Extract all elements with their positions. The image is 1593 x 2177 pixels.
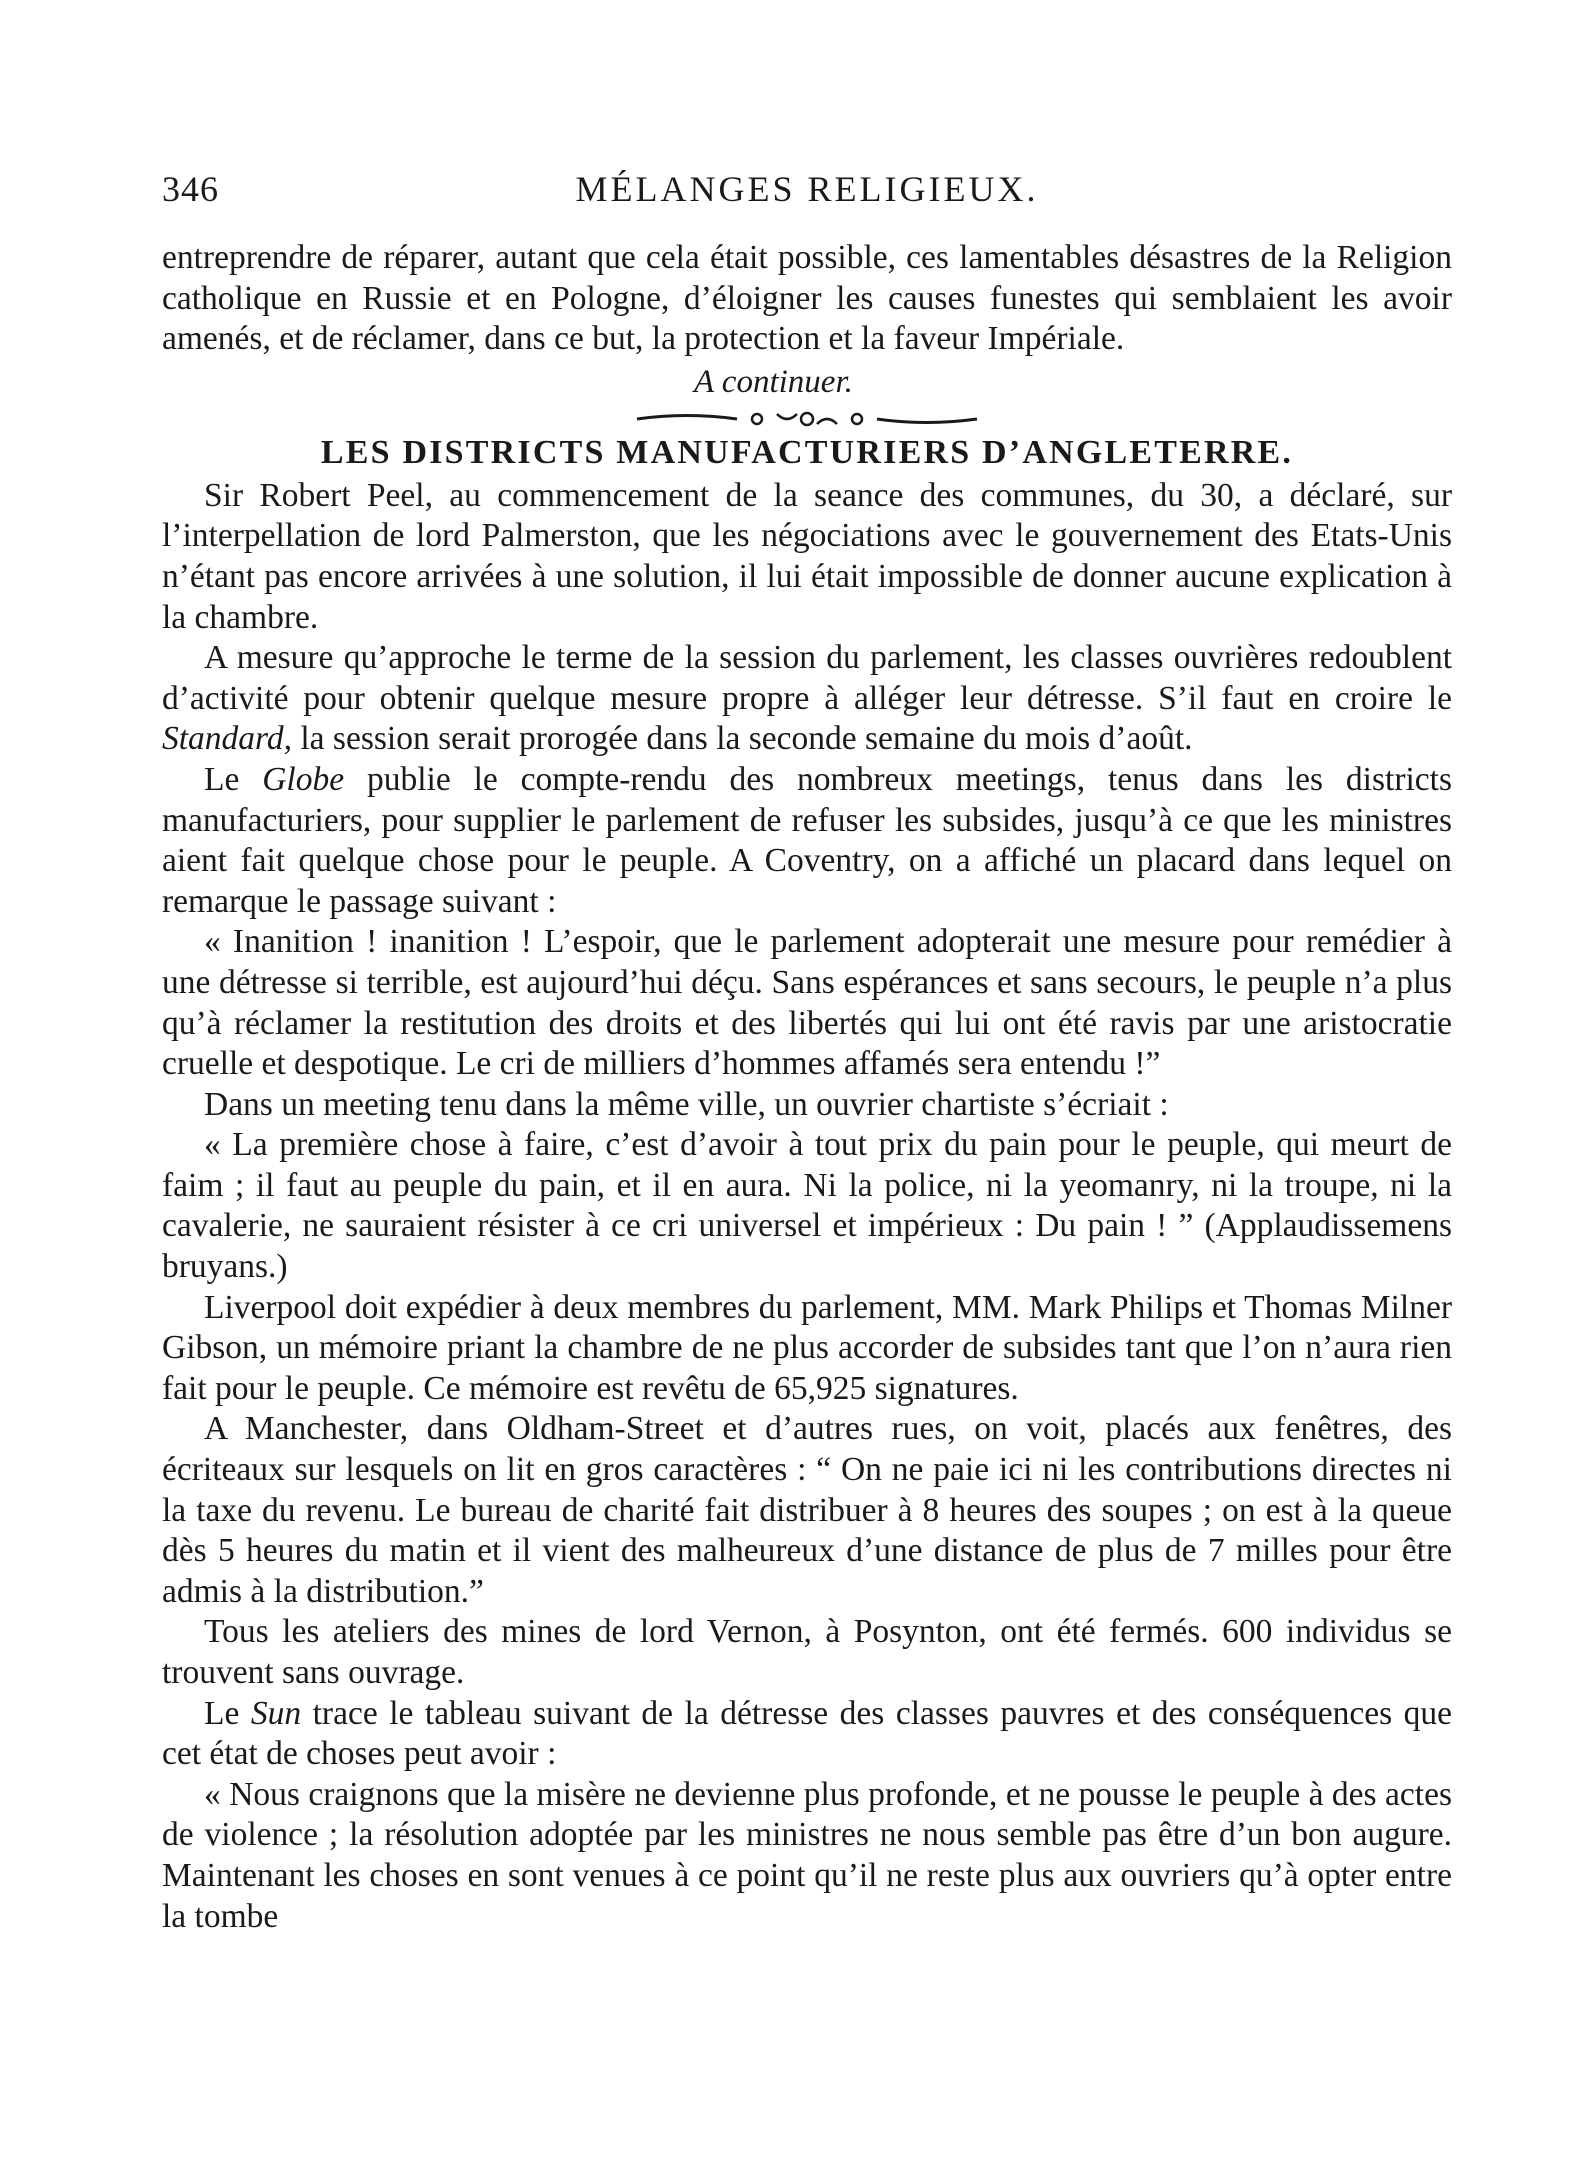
paragraph-globe-text-1: Le: [204, 760, 263, 798]
paragraph-globe-text-2: publie le compte-rendu des nombreux meetings, tenus dans les districts manufacturiers, pour supplier le parlement de refuser les subsides, jusqu’à ce que les ministres aient fait quelque chose pour le peuple. A Coventry, on a affiché un placard dans lequel on remarque le passage suivant :: [162, 760, 1452, 920]
paragraph-peel: Sir Robert Peel, au commencement de la seance des communes, du 30, a déclaré, sur l’interpellation de lord Palmerston, que les négociations avec le gouvernement des Etats-Unis n’étant pas encore arrivées à une solution, il lui était impossible de donner aucune explication à la chambre.: [162, 476, 1452, 636]
newspaper-name-standard: Standard,: [162, 720, 292, 758]
paragraph-session: [162, 638, 1452, 760]
paragraph-vernon: Tous les ateliers des mines de lord Vernon, à Posynton, ont été fermés. 600 individus se trouvent sans ouvrage.: [162, 1613, 1452, 1691]
paragraph-chartist: Dans un meeting tenu dans la même ville, un ouvrier chartiste s’écriait :: [204, 1085, 1169, 1123]
paragraph-sun: [162, 1694, 1452, 1775]
paragraph-sun-text-1: Le: [204, 1694, 251, 1732]
newspaper-name-globe: Globe: [262, 760, 345, 798]
paragraph-session-text-1: A mesure qu’approche le terme de la session du parlement, les classes ouvrières redoublent d’activité pour obtenir quelque mesure propre à alléger leur détresse. S’il faut en croire le: [162, 639, 1452, 717]
article-title: LES DISTRICTS MANUFACTURIERS D’ANGLETERRE.: [320, 433, 1294, 471]
paragraph-liverpool: Liverpool doit expédier à deux membres du parlement, MM. Mark Philips et Thomas Milner Gibson, un mémoire priant la chambre de ne plus accorder de subsides tant que l’on n’aura rien fait pour le peuple. Ce mémoire est revêtu de 65,925 signatures.: [162, 1288, 1452, 1407]
quote-coventry: « Inanition ! inanition ! L’espoir, que le parlement adopterait une mesure pour remédier à une détresse si terrible, est aujourd’hui déçu. Sans espérances et sans secours, le peuple n’a plus qu’à réclamer la restitution des droits et des libertés qui lui ont été ravis par une aristocratie cruelle et despotique. Le cri de milliers d’hommes affamés sera entendu !”: [162, 923, 1452, 1083]
paragraph-manchester: A Manchester, dans Oldham-Street et d’autres rues, on voit, placés aux fenêtres, des écriteaux sur lesquels on lit en gros caractères : “ On ne paie ici ni les contributions directes ni la taxe du revenu. Le bureau de charité fait distribuer à 8 heures des soupes ; on est à la queue dès 5 heures du matin et il vient des malheureux d’une distance de plus de 7 milles pour être admis à la distribution.”: [162, 1410, 1452, 1610]
page-body: [162, 238, 1452, 1937]
continuation-paragraph: entreprendre de réparer, autant que cela était possible, ces lamentables désastres de la Religion catholique en Russie et en Pologne, d’éloigner les causes funestes qui semblaient les avoir amenés, et de réclamer, dans ce but, la protection et la faveur Impériale.: [162, 239, 1452, 358]
paragraph-globe: [162, 760, 1452, 922]
running-head: MÉLANGES RELIGIEUX.: [575, 169, 1039, 209]
paragraph-session-text-2: la session serait prorogée dans la seconde semaine du mois d’août.: [291, 720, 1193, 758]
page-header: [162, 168, 1452, 218]
quote-chartist: « La première chose à faire, c’est d’avoir à tout prix du pain pour le peuple, qui meurt de faim ; il faut au peuple du pain, et il en aura. Ni la police, ni la yeomanry, ni la troupe, ni la cavalerie, ne sauraient résister à ce cri universel et impérieux : Du pain ! ” (Applaudissemens bruyans.): [162, 1126, 1452, 1286]
divider-ornament: [627, 408, 987, 430]
page-number: 346: [162, 169, 219, 209]
newspaper-name-sun: Sun: [250, 1694, 302, 1732]
continuation-signoff: A continuer.: [694, 363, 853, 400]
quote-sun: « Nous craignons que la misère ne devienne plus profonde, et ne pousse le peuple à des actes de violence ; la résolution adoptée par les ministres ne nous semble pas être d’un bon augure. Maintenant les choses en sont venues à ce point qu’il ne reste plus aux ouvriers qu’à opter entre la tombe: [162, 1775, 1452, 1935]
paragraph-sun-text-2: trace le tableau suivant de la détresse des classes pauvres et des conséquences que cet état de choses peut avoir :: [162, 1694, 1452, 1773]
